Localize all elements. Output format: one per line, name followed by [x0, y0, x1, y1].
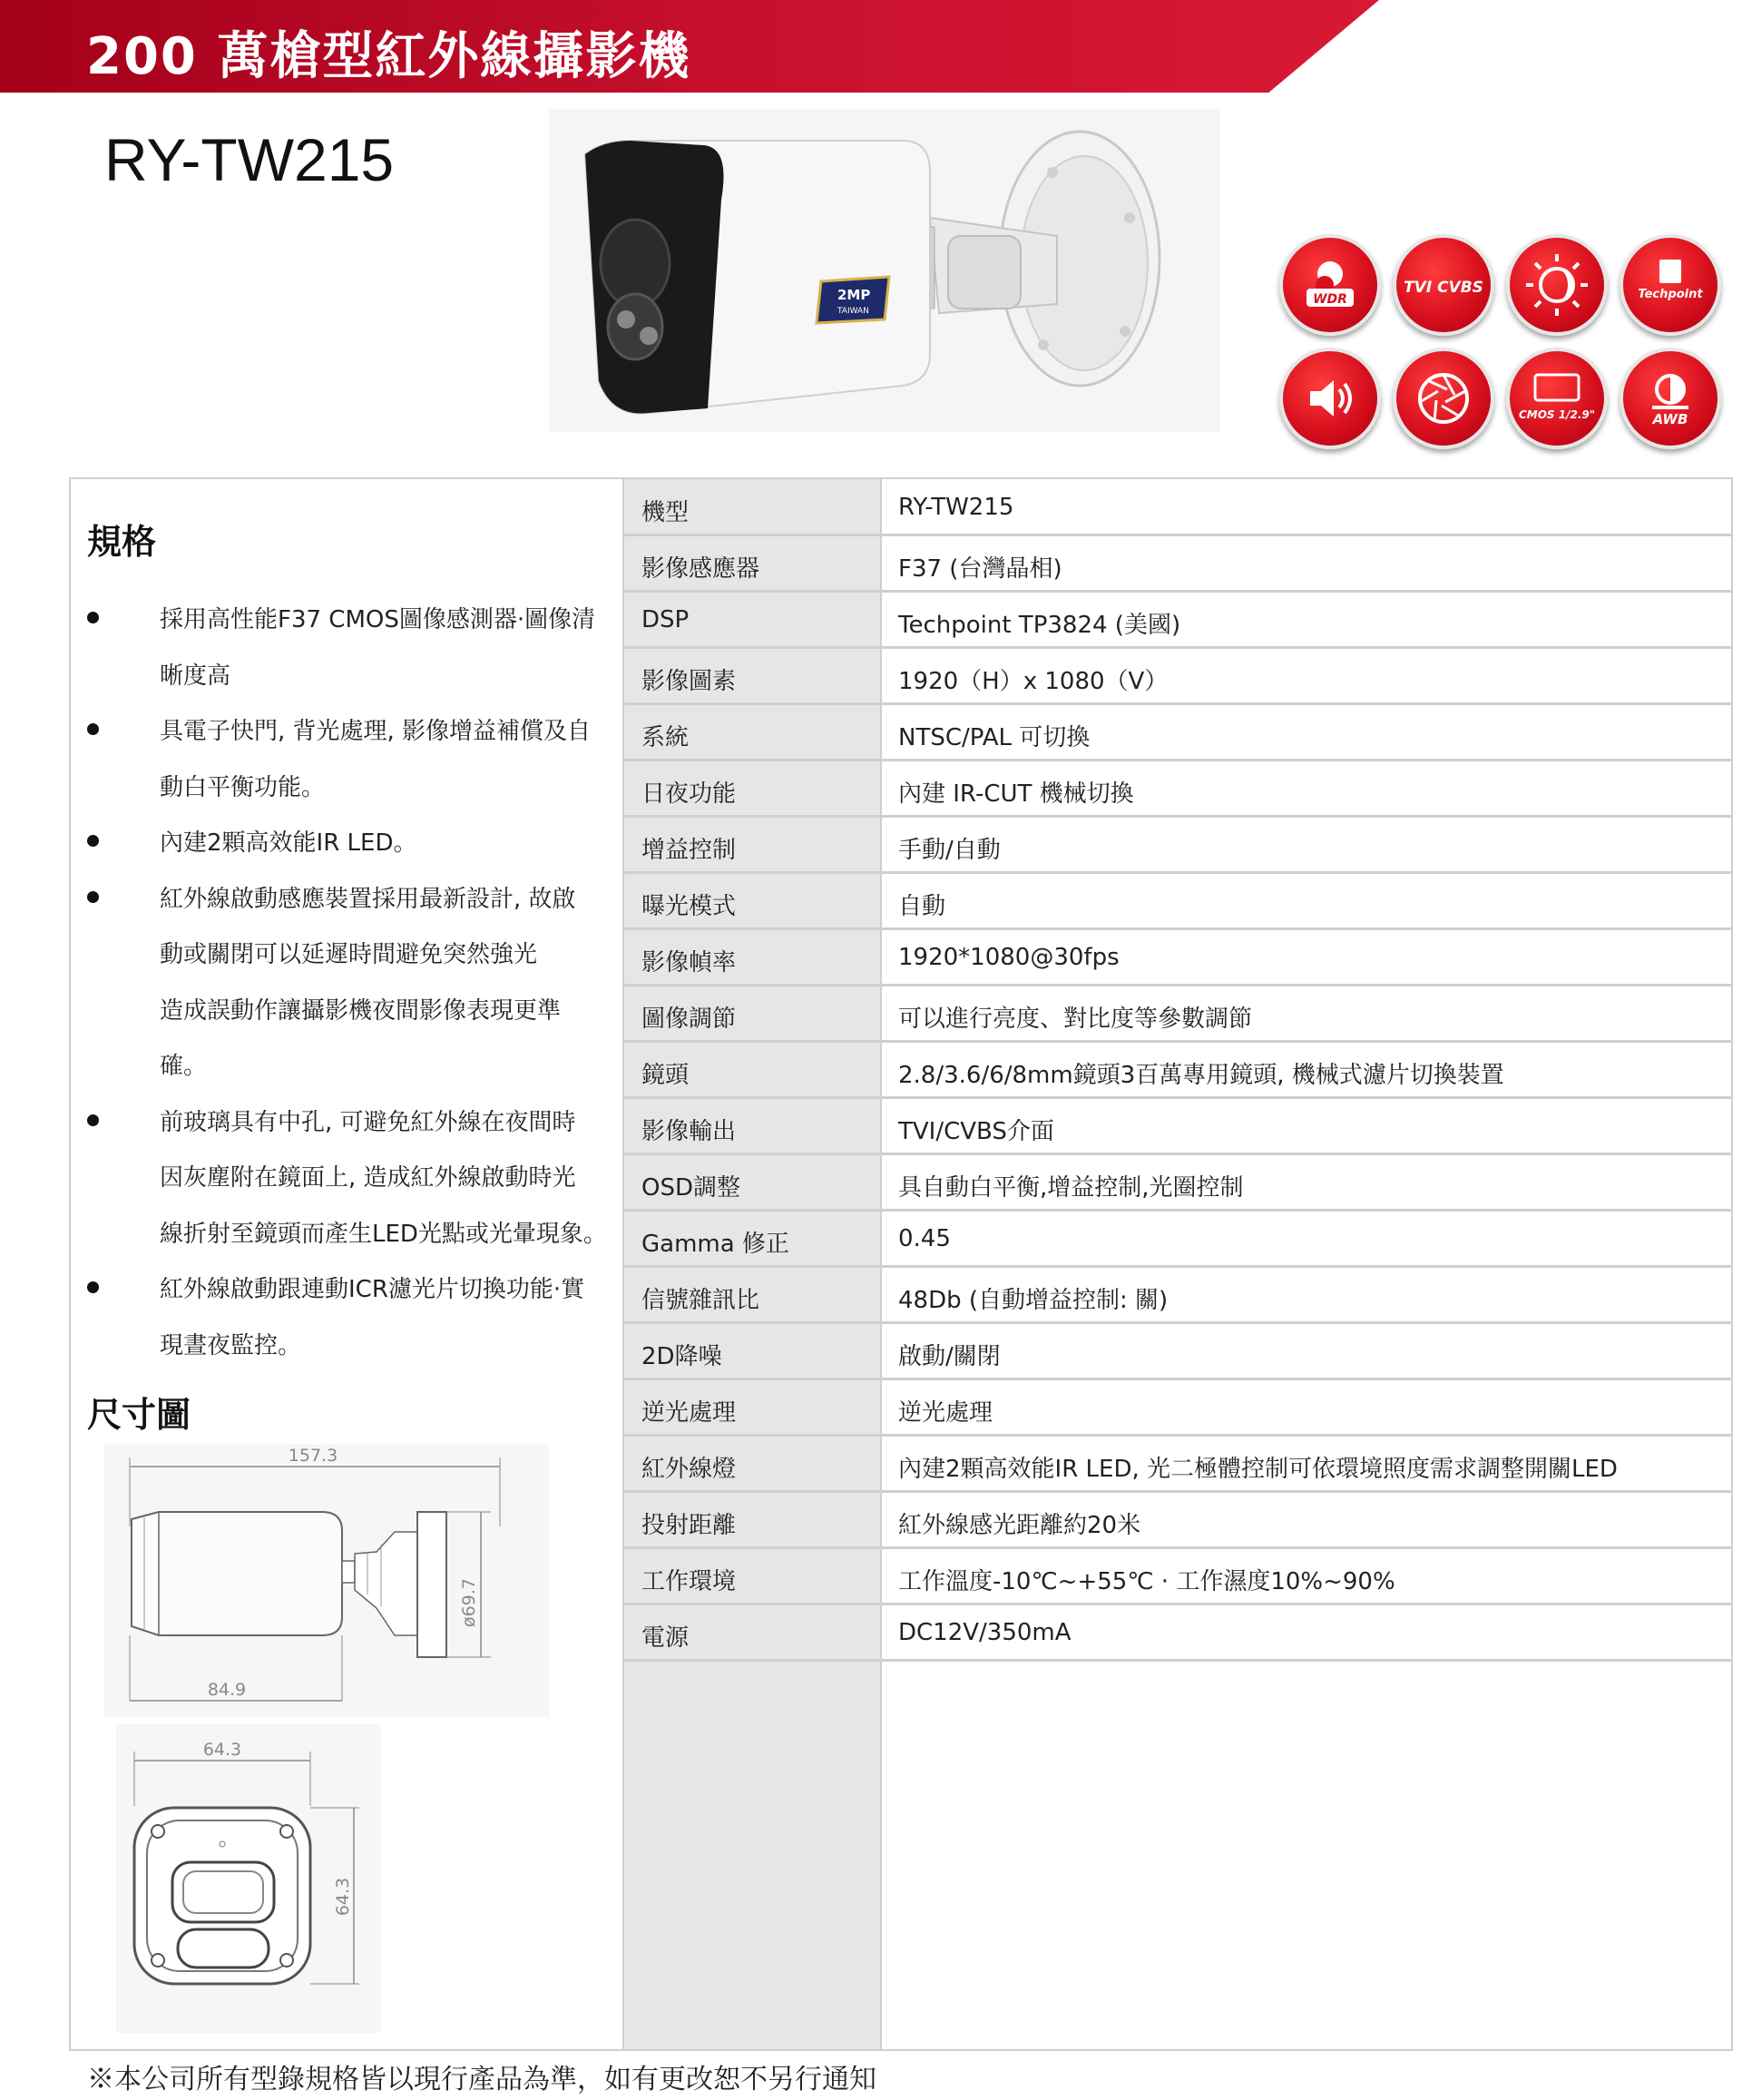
spec-label: 工作環境 [641, 1568, 737, 1595]
spec-value: 1920*1080@30fps [898, 944, 1120, 971]
product-photo [549, 109, 1220, 432]
front-view-drawing [116, 1724, 381, 2033]
svg-text:2MP: 2MP [837, 287, 871, 303]
techpoint-icon [1620, 234, 1721, 336]
model-number: RY-TW215 [104, 126, 395, 193]
spec-value: DC12V/350mA [898, 1619, 1072, 1646]
spec-label: 紅外線燈 [641, 1456, 737, 1483]
svg-text:157.3: 157.3 [288, 1446, 338, 1466]
row-divider [624, 702, 1733, 705]
row-divider [624, 984, 1733, 986]
row-divider [624, 871, 1733, 874]
feature-text: 動或關閉可以延遲時間避免突然強光 [160, 941, 538, 968]
product-badge [817, 277, 889, 323]
row-divider [624, 534, 1733, 536]
spec-value: 1920（H）x 1080（V） [898, 668, 1169, 695]
row-divider [624, 1096, 1733, 1099]
feature-text: 紅外線啟動跟連動ICR濾光片切換功能·實 [160, 1276, 585, 1303]
spec-label: 影像輸出 [641, 1118, 737, 1145]
spec-value: 內建2顆高效能IR LED, 光二極體控制可依環境照度需求調整開關LED [898, 1456, 1618, 1483]
svg-text:64.3: 64.3 [333, 1877, 353, 1917]
spec-value: RY-TW215 [898, 494, 1014, 521]
spec-label: 逆光處理 [641, 1399, 737, 1427]
svg-text:TAIWAN: TAIWAN [837, 307, 869, 316]
svg-text:Techpoint: Techpoint [1638, 288, 1703, 301]
page-title: 200 萬槍型紅外線攝影機 [86, 27, 691, 86]
row-divider [624, 759, 1733, 761]
feature-text: 晰度高 [160, 662, 231, 690]
bullet-icon [87, 835, 99, 847]
bullet-icon [87, 612, 99, 623]
spec-value: 手動/自動 [898, 837, 1001, 864]
awb-icon [1620, 348, 1721, 449]
row-divider [624, 1490, 1733, 1493]
spec-value: 48Db (自動增益控制: 關) [898, 1287, 1169, 1314]
spec-value: 具自動白平衡,增益控制,光圈控制 [898, 1174, 1244, 1202]
spec-label: 系統 [641, 724, 690, 751]
row-divider [624, 1434, 1733, 1437]
spec-label: 投射距離 [641, 1512, 737, 1539]
svg-text:CMOS 1/2.9": CMOS 1/2.9" [1518, 408, 1596, 421]
feature-text: 具電子快門, 背光處理, 影像增益補償及自 [160, 718, 592, 745]
feature-text: 採用高性能F37 CMOS圖像感測器·圖像清 [160, 606, 596, 633]
column-divider [880, 477, 882, 2051]
feature-text: 內建2顆高效能IR LED。 [160, 829, 417, 857]
row-divider [624, 1040, 1733, 1043]
bullet-icon [87, 1281, 99, 1293]
spec-label: DSP [641, 606, 690, 633]
audio-icon [1279, 348, 1381, 449]
bullet-icon [87, 723, 99, 735]
svg-text:TVI CVBS: TVI CVBS [1404, 279, 1483, 297]
spec-label: 影像圖素 [641, 668, 737, 695]
svg-text:AWB: AWB [1652, 411, 1688, 427]
spec-value: 逆光處理 [898, 1399, 993, 1427]
spec-value: 可以進行亮度、對比度等參數調節 [898, 1006, 1253, 1033]
spec-value: Techpoint TP3824 (美國) [898, 612, 1181, 639]
svg-text:ø69.7: ø69.7 [459, 1578, 479, 1627]
side-view-drawing [104, 1445, 549, 1717]
wdr-icon [1279, 234, 1381, 336]
spec-label: 機型 [641, 499, 690, 526]
row-divider [624, 815, 1733, 818]
column-divider [622, 477, 624, 2051]
feature-text: 現晝夜監控。 [160, 1331, 302, 1359]
spec-label: 2D降噪 [641, 1343, 722, 1370]
spec-value: 2.8/3.6/6/8mm鏡頭3百萬專用鏡頭, 機械式濾片切換裝置 [898, 1062, 1504, 1089]
footer-note: ※本公司所有型錄規格皆以現行產品為準，如有更改恕不另行通知 [87, 2064, 876, 2095]
spec-label: 日夜功能 [641, 780, 737, 808]
spec-value: 自動 [898, 893, 946, 920]
spec-value: 紅外線感光距離約20米 [898, 1512, 1141, 1539]
feature-text: 造成誤動作讓攝影機夜間影像表現更準 [160, 996, 562, 1025]
bullet-icon [87, 891, 99, 903]
spec-label: 影像感應器 [641, 555, 760, 583]
spec-value: NTSC/PAL 可切換 [898, 724, 1091, 751]
row-divider [624, 1546, 1733, 1549]
bullet-icon [87, 1114, 99, 1126]
row-divider [624, 1265, 1733, 1268]
spec-value: 啟動/關閉 [898, 1343, 1001, 1370]
feature-text: 動白平衡功能。 [160, 773, 326, 801]
feature-text: 前玻璃具有中孔, 可避免紅外線在夜間時 [160, 1108, 576, 1136]
specs-heading: 規格 [87, 522, 157, 562]
tvi-cvbs-icon [1393, 234, 1494, 336]
dimensions-heading: 尺寸圖 [87, 1395, 191, 1435]
spec-value: 工作溫度-10℃~+55℃ · 工作濕度10%~90% [898, 1568, 1395, 1595]
spec-label: 曝光模式 [641, 893, 737, 920]
row-divider [624, 1378, 1733, 1380]
spec-label-column [624, 479, 880, 2049]
spec-label: 影像幀率 [641, 949, 737, 976]
spec-label: Gamma 修正 [641, 1231, 789, 1258]
row-divider [624, 590, 1733, 593]
spec-label: 增益控制 [641, 837, 737, 864]
feature-text: 紅外線啟動感應裝置採用最新設計, 故啟 [160, 885, 576, 913]
row-divider [624, 1321, 1733, 1324]
spec-label: OSD調整 [641, 1174, 740, 1202]
spec-value: 0.45 [898, 1225, 951, 1252]
row-divider [624, 1659, 1733, 1662]
spec-label: 電源 [641, 1624, 690, 1652]
feature-text: 因灰塵附在鏡面上, 造成紅外線啟動時光 [160, 1164, 576, 1192]
feature-text: 線折射至鏡頭而產生LED光點或光暈現象。 [160, 1220, 607, 1248]
svg-text:64.3: 64.3 [202, 1740, 242, 1760]
spec-value: F37 (台灣晶相) [898, 555, 1062, 583]
spec-label: 信號雜訊比 [641, 1287, 760, 1314]
row-divider [624, 646, 1733, 649]
row-divider [624, 1209, 1733, 1212]
spec-label: 鏡頭 [641, 1062, 690, 1089]
feature-icons [1279, 234, 1715, 452]
day-night-icon [1506, 234, 1608, 336]
spec-value: 內建 IR-CUT 機械切換 [898, 780, 1134, 808]
spec-label: 圖像調節 [641, 1006, 737, 1033]
svg-text:84.9: 84.9 [207, 1680, 247, 1700]
svg-text:WDR: WDR [1313, 292, 1347, 307]
aperture-icon [1393, 348, 1494, 449]
cmos-sensor-icon [1506, 348, 1608, 449]
spec-value: TVI/CVBS介面 [898, 1118, 1054, 1145]
row-divider [624, 1153, 1733, 1155]
feature-text: 確。 [160, 1053, 208, 1080]
row-divider [624, 1603, 1733, 1605]
row-divider [624, 927, 1733, 930]
